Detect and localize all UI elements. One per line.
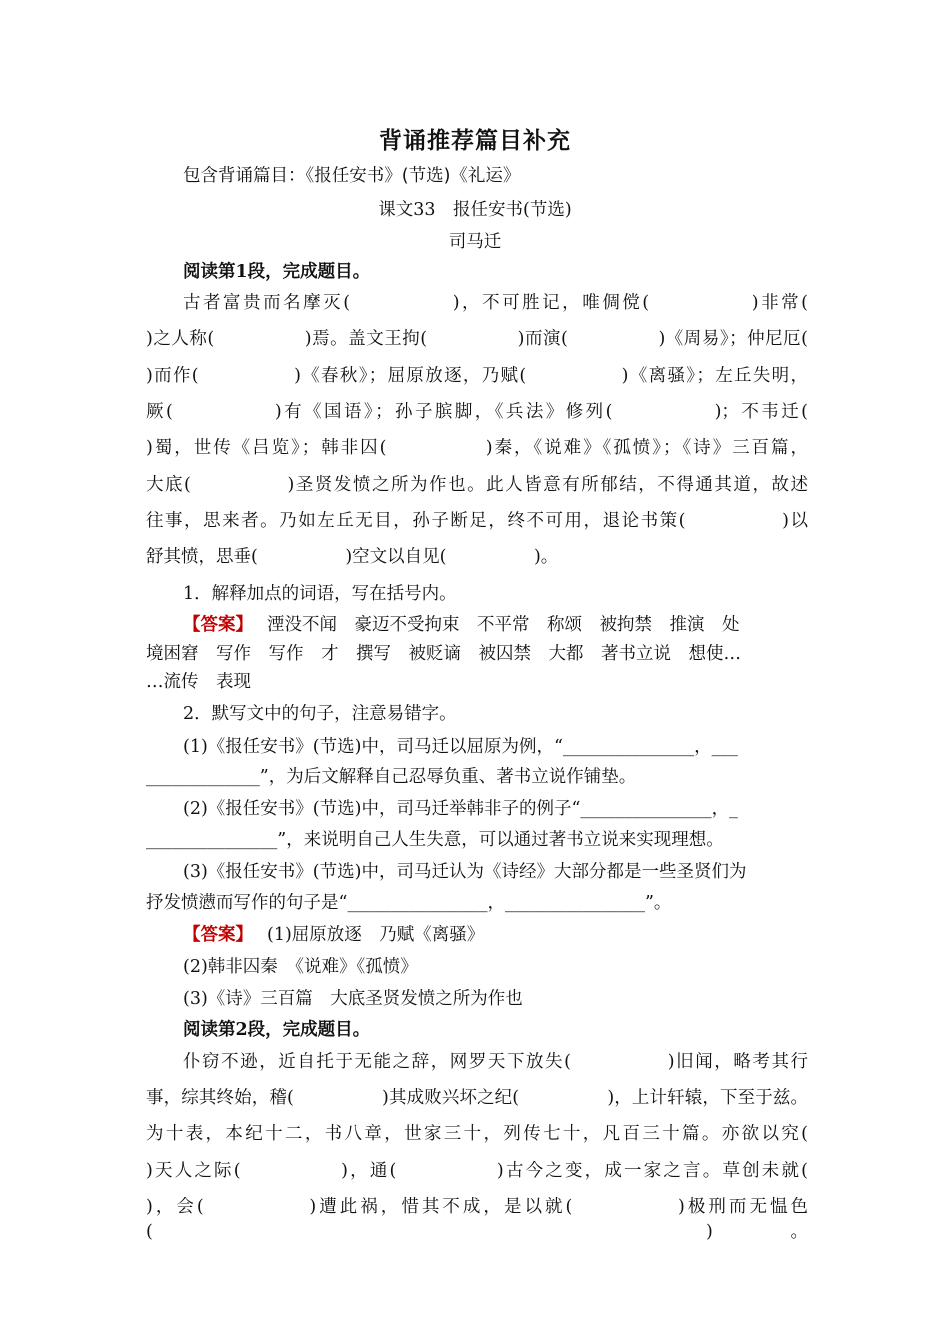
answer-1-line: 境困窘 写作 写作 才 撰写 被贬谪 被囚禁 大都 著书立说 想使…: [146, 644, 741, 664]
answer-2-line: (2)韩非囚秦 《说难》《孤愤》: [183, 957, 418, 977]
author-name: 司马迁: [448, 232, 502, 252]
lesson-title: 课文33 报任安书(节选): [378, 200, 572, 220]
passage1-line: )之人称( )焉。盖文王拘( )而演( )《周易》；仲尼厄(: [146, 329, 808, 349]
passage1-line: )蜀，世传《吕览》；韩非囚( )秦，《说难》《孤愤》；《诗》三百篇，: [146, 438, 808, 458]
passage2-line: )，会( )遭此祸，惜其不成，是以就( )极刑而无愠色( )。: [146, 1197, 808, 1242]
question-2-item: (3)《报任安书》(节选)中，司马迁认为《诗经》大部分都是一些圣贤们为: [183, 862, 747, 882]
answer-text: (1)屈原放逐 乃赋《离骚》: [267, 925, 485, 945]
question-2-item: (2)《报任安书》(节选)中，司马迁举韩非子的例子“_______________，_: [183, 799, 738, 819]
section2-heading: 阅读第2段，完成题目。: [183, 1020, 371, 1040]
passage2-line: 为十表，本纪十二，书八章，世家三十，列传七十，凡百三十篇。亦欲以究(: [146, 1124, 808, 1144]
passage1-line: 舒其愤，思垂( )空文以自见( )。: [146, 547, 559, 567]
question-2-item: _____________”，为后文解释自己忍辱负重、著书立说作铺垫。: [146, 767, 637, 787]
passage2-line: )天人之际( )，通( )古今之变，成一家之言。草创未就(: [146, 1161, 808, 1181]
passage2-line: 仆窃不逊，近自托于无能之辞，网罗天下放失( )旧闻，略考其行: [183, 1052, 808, 1072]
passage2-line: 事，综其终始，稽( )其成败兴坏之纪( )，上计轩辕，下至于兹。: [146, 1088, 808, 1108]
question-2-item: _______________”，来说明自己人生失意，可以通过著书立说来实现理想。: [146, 830, 724, 850]
answer-tag: 【答案】: [183, 925, 253, 945]
answer-2-line: (3)《诗》三百篇 大底圣贤发愤之所为作也: [183, 989, 523, 1009]
passage1-line: )而作( )《春秋》；屈原放逐，乃赋( )《离骚》；左丘失明，: [146, 366, 808, 386]
question-2-item: 抒发愤懑而写作的句子是“________________，________________”。: [146, 893, 672, 913]
question-2-item: (1)《报任安书》(节选)中，司马迁以屈原为例，“_______________，___: [183, 737, 738, 757]
passage1-line: 古者富贵而名摩灭( )，不可胜记，唯倜傥( )非常(: [183, 293, 808, 313]
page-title: 背诵推荐篇目补充: [379, 127, 571, 154]
question-1: 1．解释加点的词语，写在括号内。: [183, 584, 457, 604]
answer-2-first-line: [183, 921, 808, 946]
passage1-line: 往事，思来者。乃如左丘无目，孙子断足，终不可用，退论书策( )以: [146, 511, 808, 531]
intro-line: 包含背诵篇目：《报任安书》(节选)《礼运》: [183, 166, 521, 186]
answer-1-first-line: [183, 611, 808, 636]
answer-text: 湮没不闻 豪迈不受拘束 不平常 称颂 被拘禁 推演 处: [267, 615, 740, 635]
passage1-line: 大底( )圣贤发愤之所为作也。此人皆意有所郁结，不得通其道，故述: [146, 475, 808, 495]
answer-1-line: …流传 表现: [146, 672, 251, 692]
answer-tag: 【答案】: [183, 615, 253, 635]
question-2: 2．默写文中的句子，注意易错字。: [183, 704, 457, 724]
section1-heading: 阅读第1段，完成题目。: [183, 262, 371, 282]
passage1-line: 厥( )有《国语》；孙子膑脚，《兵法》修列( )；不韦迁(: [146, 402, 808, 422]
